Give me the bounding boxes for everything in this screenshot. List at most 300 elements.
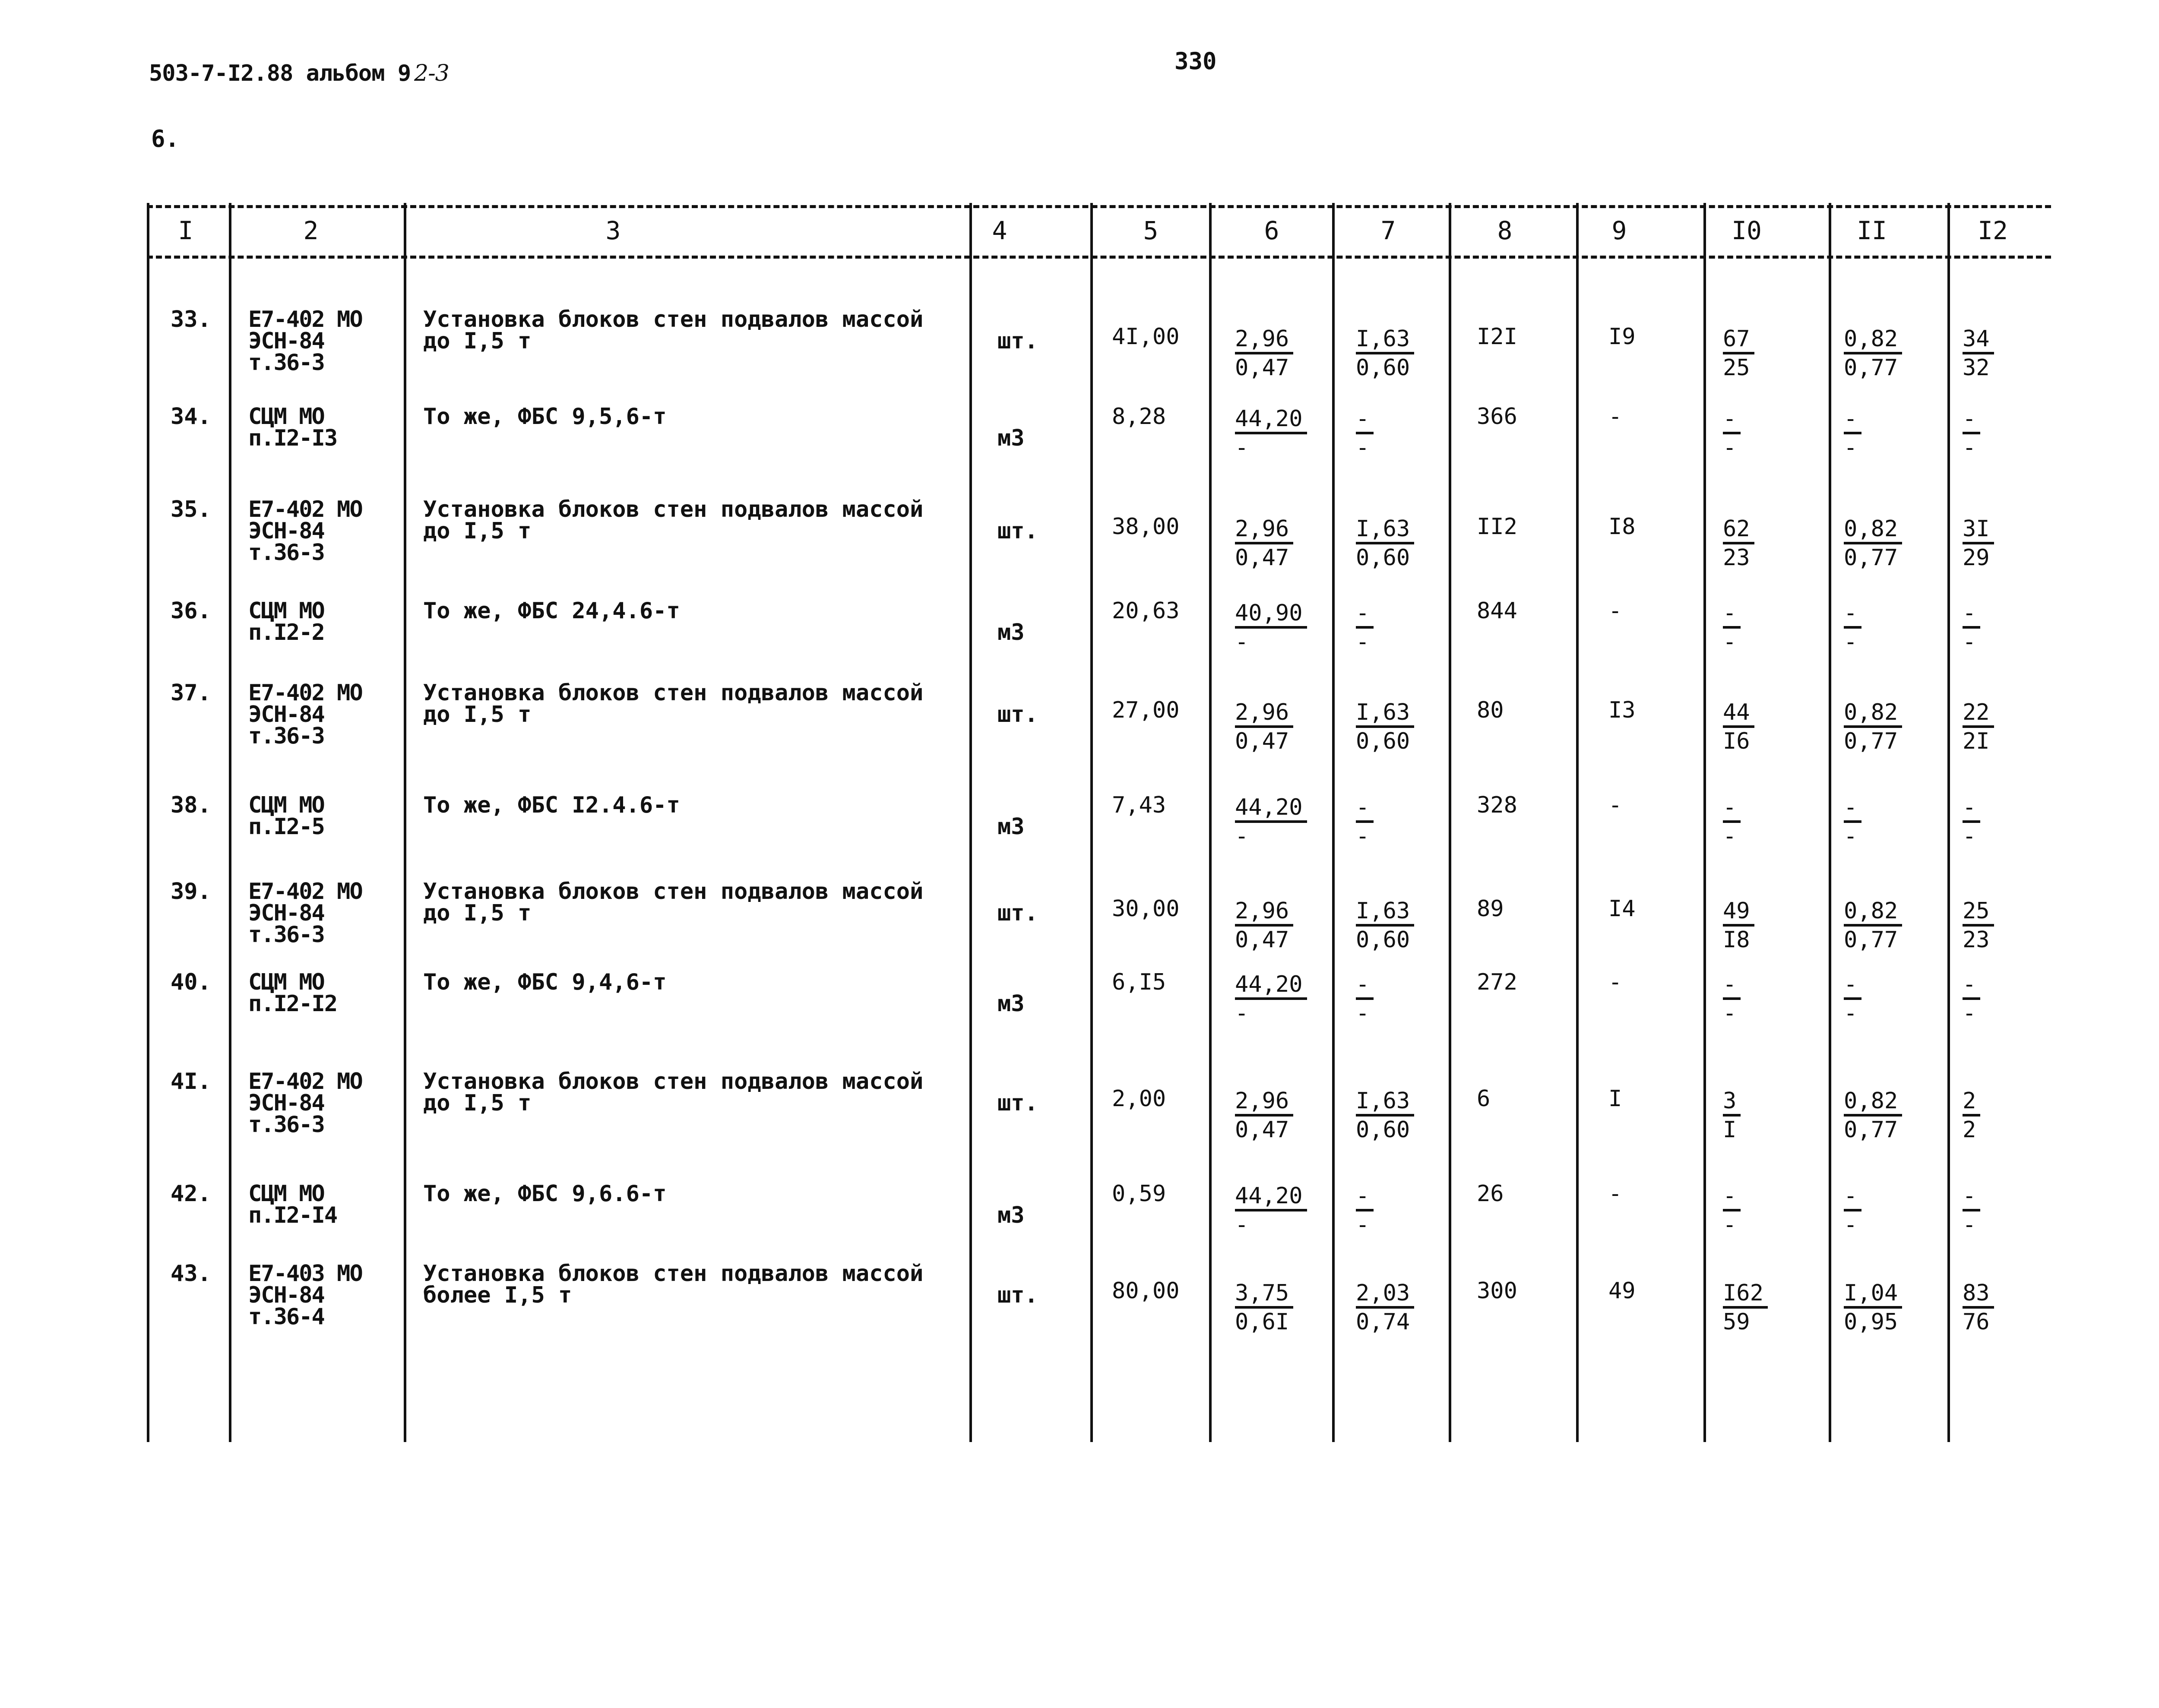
col7-value-numerator: -	[1356, 407, 1374, 434]
col10-value-numerator: 49	[1723, 899, 1754, 927]
col10-value	[1723, 794, 1814, 850]
col9-value: -	[1608, 598, 1622, 624]
row-number: 42.	[171, 1181, 211, 1207]
col8-value: 26	[1477, 1181, 1504, 1207]
col11-value-denominator: 0,77	[1844, 728, 1898, 754]
col12-value-numerator: 2	[1963, 1089, 1980, 1117]
col12-value-numerator: 25	[1963, 899, 1994, 927]
norm-code	[248, 406, 337, 449]
col6-value	[1235, 1088, 1326, 1143]
col12-value	[1963, 1183, 2053, 1238]
col6-value-denominator: 0,6I	[1235, 1309, 1289, 1335]
col10-value-numerator: -	[1723, 795, 1741, 823]
col12-value	[1963, 1088, 2053, 1143]
col12-value-numerator: 22	[1963, 700, 1994, 728]
col11-value-denominator: -	[1844, 629, 1858, 655]
col7-value-numerator: I,63	[1356, 517, 1414, 544]
unit: м3	[997, 425, 1025, 451]
row-number: 35.	[171, 497, 211, 522]
col12-value	[1963, 971, 2053, 1027]
col6-value-denominator: 0,47	[1235, 728, 1289, 754]
column-header: 5	[1143, 216, 1159, 245]
col12-value	[1963, 794, 2053, 850]
unit: шт.	[997, 328, 1038, 354]
col11-value-denominator: 0,77	[1844, 1117, 1898, 1143]
col6-value-denominator: -	[1235, 1212, 1249, 1238]
col8-value: 6	[1477, 1086, 1491, 1112]
norm-code-line: ЭСН-84	[248, 900, 324, 926]
quantity: 8,28	[1112, 404, 1166, 430]
column-header: 7	[1380, 216, 1396, 245]
col8-value: 89	[1477, 896, 1504, 922]
quantity: 6,I5	[1112, 969, 1166, 995]
work-description: То же, ФБС 9,6.6-т	[423, 1181, 667, 1207]
norm-code-line: СЦМ МО	[248, 792, 324, 818]
unit: шт.	[997, 702, 1038, 727]
col10-value-denominator: -	[1723, 435, 1737, 461]
row-number: 43.	[171, 1261, 211, 1287]
col6-value	[1235, 600, 1326, 655]
column-line	[1449, 203, 1451, 1442]
col7-value-denominator: 0,60	[1356, 728, 1410, 754]
norm-code	[248, 497, 362, 566]
col6-value	[1235, 699, 1326, 755]
col6-value-numerator: 44,20	[1235, 407, 1307, 434]
col10-value-denominator: 59	[1723, 1309, 1750, 1335]
col6-value-denominator: 0,47	[1235, 355, 1289, 381]
col10-value	[1723, 1183, 1814, 1238]
col7-value	[1356, 600, 1447, 655]
col6-value-numerator: 44,20	[1235, 795, 1307, 823]
col7-value-denominator: 0,60	[1356, 927, 1410, 953]
column-line	[969, 203, 972, 1442]
column-line	[1090, 203, 1093, 1442]
col11-value-numerator: 0,82	[1844, 1089, 1902, 1117]
row-number: 33.	[171, 307, 211, 332]
column-line	[147, 203, 149, 1442]
col12-value-numerator: -	[1963, 795, 1980, 823]
col7-value-denominator: 0,60	[1356, 545, 1410, 571]
unit: м3	[997, 1202, 1025, 1228]
norm-code-line: т.36-3	[248, 1112, 324, 1138]
col11-value-denominator: -	[1844, 823, 1858, 849]
col6-value-denominator: 0,47	[1235, 545, 1289, 571]
page-number: 330	[1174, 47, 1217, 75]
col8-value: 328	[1477, 792, 1517, 818]
col11-value-numerator: I,04	[1844, 1281, 1902, 1309]
column-header: 2	[303, 216, 319, 245]
col9-value: 49	[1608, 1278, 1636, 1304]
col10-value-denominator: I	[1723, 1117, 1737, 1143]
col6-value-numerator: 40,90	[1235, 601, 1307, 629]
col6-value-denominator: -	[1235, 629, 1249, 655]
norm-code-line: п.I2-I2	[248, 991, 337, 1017]
column-line	[1332, 203, 1335, 1442]
col8-value: 844	[1477, 598, 1517, 624]
norm-code	[248, 1263, 362, 1328]
column-header: 8	[1497, 216, 1513, 245]
sheet-number: 6.	[151, 125, 180, 152]
col11-value-numerator: 0,82	[1844, 899, 1902, 927]
norm-code	[248, 794, 324, 838]
col11-value-numerator: 0,82	[1844, 700, 1902, 728]
col12-value	[1963, 699, 2053, 755]
col7-value-denominator: 0,60	[1356, 355, 1410, 381]
col6-value-numerator: 3,75	[1235, 1281, 1293, 1309]
col9-value: I9	[1608, 324, 1636, 350]
quantity: 27,00	[1112, 697, 1180, 723]
column-line	[229, 203, 231, 1442]
norm-code	[248, 881, 362, 946]
col6-value-numerator: 44,20	[1235, 1184, 1307, 1211]
col12-value-denominator: -	[1963, 823, 1976, 849]
work-description: Установка блоков стен подвалов массой до I,5 т	[423, 307, 924, 354]
column-header: I2	[1978, 216, 2008, 245]
col12-value-denominator: 32	[1963, 355, 1990, 381]
col11-value	[1844, 794, 1934, 850]
col9-value: I4	[1608, 896, 1636, 922]
col7-value-numerator: -	[1356, 795, 1374, 823]
work-description: Установка блоков стен подвалов массой до I,5 т	[423, 879, 924, 926]
col10-value	[1723, 516, 1814, 571]
unit: м3	[997, 991, 1025, 1017]
col7-value	[1356, 699, 1447, 755]
col10-value-denominator: 25	[1723, 355, 1750, 381]
col12-value-numerator: -	[1963, 1184, 1980, 1211]
unit: шт.	[997, 1282, 1038, 1308]
norm-code-line: СЦМ МО	[248, 1181, 324, 1207]
norm-code-line: п.I2-I4	[248, 1202, 337, 1228]
col7-value-numerator: -	[1356, 972, 1374, 1000]
column-header: 9	[1611, 216, 1627, 245]
handwritten-note: 2-3	[414, 60, 449, 86]
norm-code	[248, 600, 324, 643]
row-number: 37.	[171, 680, 211, 706]
column-line	[1947, 203, 1950, 1442]
col7-value-denominator: -	[1356, 629, 1370, 655]
col7-value	[1356, 971, 1447, 1027]
column-header: 4	[992, 216, 1007, 245]
col11-value-numerator: -	[1844, 795, 1861, 823]
row-number: 38.	[171, 792, 211, 818]
unit: м3	[997, 814, 1025, 840]
norm-code	[248, 1183, 337, 1226]
col12-value-numerator: 3I	[1963, 517, 1994, 544]
col12-value-numerator: 83	[1963, 1281, 1994, 1309]
col7-value-denominator: 0,74	[1356, 1309, 1410, 1335]
norm-code-line: ЭСН-84	[248, 1090, 324, 1116]
col10-value-numerator: -	[1723, 601, 1741, 629]
col11-value-denominator: -	[1844, 435, 1858, 461]
col7-value	[1356, 406, 1447, 461]
col12-value	[1963, 1280, 2053, 1335]
col12-value-numerator: -	[1963, 407, 1980, 434]
col11-value-denominator: 0,77	[1844, 545, 1898, 571]
col7-value-numerator: -	[1356, 1184, 1374, 1211]
col12-value-denominator: 76	[1963, 1309, 1990, 1335]
document-code-text: 503-7-I2.88 альбом 9	[149, 60, 411, 86]
col10-value-numerator: 62	[1723, 517, 1754, 544]
norm-code-line: ЭСН-84	[248, 328, 324, 354]
col10-value-numerator: I62	[1723, 1281, 1768, 1309]
norm-code-line: п.I2-2	[248, 620, 324, 645]
quantity: 2,00	[1112, 1086, 1166, 1112]
col10-value-denominator: -	[1723, 1212, 1737, 1238]
norm-code-line: ЭСН-84	[248, 1282, 324, 1308]
col7-value	[1356, 898, 1447, 953]
norm-code-line: т.36-3	[248, 922, 324, 948]
col6-value	[1235, 794, 1326, 850]
column-line	[1829, 203, 1831, 1442]
work-description: Установка блоков стен подвалов массой до I,5 т	[423, 680, 924, 727]
col11-value-numerator: -	[1844, 1184, 1861, 1211]
quantity: 0,59	[1112, 1181, 1166, 1207]
norm-code-line: СЦМ МО	[248, 969, 324, 995]
col6-value	[1235, 898, 1326, 953]
col10-value-numerator: -	[1723, 407, 1741, 434]
row-number: 36.	[171, 598, 211, 624]
col10-value-denominator: I6	[1723, 728, 1750, 754]
col6-value	[1235, 1183, 1326, 1238]
norm-code-line: Е7-403 МО	[248, 1261, 362, 1287]
row-number: 39.	[171, 879, 211, 905]
col7-value-denominator: 0,60	[1356, 1117, 1410, 1143]
norm-code	[248, 971, 337, 1015]
norm-code-line: т.36-3	[248, 350, 324, 376]
col6-value-numerator: 2,96	[1235, 327, 1293, 354]
column-line	[1576, 203, 1579, 1442]
col6-value-denominator: 0,47	[1235, 1117, 1289, 1143]
col9-value: -	[1608, 404, 1622, 430]
col7-value-numerator: 2,03	[1356, 1281, 1414, 1309]
norm-code-line: Е7-402 МО	[248, 307, 362, 332]
quantity: 38,00	[1112, 514, 1180, 540]
col11-value	[1844, 1088, 1934, 1143]
col9-value: I8	[1608, 514, 1636, 540]
col9-value: I3	[1608, 697, 1636, 723]
col11-value-denominator: -	[1844, 1000, 1858, 1026]
col7-value	[1356, 1088, 1447, 1143]
norm-code-line: СЦМ МО	[248, 598, 324, 624]
norm-code-line: Е7-402 МО	[248, 879, 362, 905]
col10-value	[1723, 600, 1814, 655]
quantity: 20,63	[1112, 598, 1180, 624]
col12-value	[1963, 326, 2053, 381]
col10-value-numerator: 44	[1723, 700, 1754, 728]
column-header: 6	[1264, 216, 1279, 245]
col11-value	[1844, 406, 1934, 461]
col10-value-numerator: 67	[1723, 327, 1754, 354]
col12-value-denominator: -	[1963, 1000, 1976, 1026]
col12-value-denominator: 2I	[1963, 728, 1990, 754]
column-header: II	[1857, 216, 1887, 245]
col7-value-numerator: I,63	[1356, 1089, 1414, 1117]
col11-value-numerator: 0,82	[1844, 327, 1902, 354]
col7-value-numerator: I,63	[1356, 700, 1414, 728]
col9-value: -	[1608, 969, 1622, 995]
col6-value-denominator: -	[1235, 1000, 1249, 1026]
col7-value	[1356, 326, 1447, 381]
col7-value-denominator: -	[1356, 823, 1370, 849]
col6-value-numerator: 2,96	[1235, 517, 1293, 544]
col6-value	[1235, 326, 1326, 381]
unit: шт.	[997, 900, 1038, 926]
col11-value	[1844, 516, 1934, 571]
col11-value-denominator: 0,95	[1844, 1309, 1898, 1335]
column-line	[404, 203, 406, 1442]
col12-value	[1963, 600, 2053, 655]
col8-value: 366	[1477, 404, 1517, 430]
quantity: 30,00	[1112, 896, 1180, 922]
col11-value	[1844, 699, 1934, 755]
norm-code-line: т.36-3	[248, 723, 324, 749]
work-description: То же, ФБС 9,4,6-т	[423, 969, 667, 995]
norm-code-line: т.36-3	[248, 540, 324, 566]
col8-value: 80	[1477, 697, 1504, 723]
col10-value	[1723, 406, 1814, 461]
col7-value	[1356, 1183, 1447, 1238]
col7-value-denominator: -	[1356, 1000, 1370, 1026]
col12-value	[1963, 516, 2053, 571]
norm-code-line: СЦМ МО	[248, 404, 324, 430]
col7-value	[1356, 794, 1447, 850]
col12-value-denominator: -	[1963, 1212, 1976, 1238]
norm-code	[248, 682, 362, 747]
work-description: То же, ФБС 24,4.6-т	[423, 598, 680, 624]
col6-value-numerator: 2,96	[1235, 1089, 1293, 1117]
table-header-border	[147, 256, 2051, 259]
col11-value-denominator: 0,77	[1844, 927, 1898, 953]
col10-value	[1723, 898, 1814, 953]
col11-value-numerator: -	[1844, 972, 1861, 1000]
col9-value: -	[1608, 1181, 1622, 1207]
col11-value-denominator: 0,77	[1844, 355, 1898, 381]
col10-value-numerator: 3	[1723, 1089, 1741, 1117]
col11-value	[1844, 326, 1934, 381]
quantity: 80,00	[1112, 1278, 1180, 1304]
col7-value-numerator: I,63	[1356, 899, 1414, 927]
column-header: I	[178, 216, 193, 245]
col11-value-denominator: -	[1844, 1212, 1858, 1238]
col6-value	[1235, 406, 1326, 461]
col8-value: 272	[1477, 969, 1517, 995]
work-description: Установка блоков стен подвалов массой более I,5 т	[423, 1261, 924, 1308]
work-description: То же, ФБС 9,5,6-т	[423, 404, 667, 430]
norm-code-line: Е7-402 МО	[248, 1069, 362, 1094]
norm-code-line: ЭСН-84	[248, 702, 324, 727]
col11-value	[1844, 1280, 1934, 1335]
col6-value-denominator: -	[1235, 435, 1249, 461]
work-description: Установка блоков стен подвалов массой до I,5 т	[423, 497, 924, 544]
norm-code-line: т.36-4	[248, 1304, 324, 1330]
col10-value-denominator: 23	[1723, 545, 1750, 571]
table-top-border	[147, 205, 2051, 208]
col10-value-denominator: -	[1723, 629, 1737, 655]
col11-value-numerator: -	[1844, 407, 1861, 434]
col12-value	[1963, 898, 2053, 953]
col12-value-denominator: 2	[1963, 1117, 1976, 1143]
quantity: 4I,00	[1112, 324, 1180, 350]
work-description: Установка блоков стен подвалов массой до I,5 т	[423, 1069, 924, 1116]
col7-value	[1356, 516, 1447, 571]
document-code	[149, 60, 449, 86]
col12-value-denominator: 29	[1963, 545, 1990, 571]
col10-value-denominator: -	[1723, 823, 1737, 849]
norm-code	[248, 1071, 362, 1136]
norm-code	[248, 307, 362, 376]
col6-value-denominator: 0,47	[1235, 927, 1289, 953]
col11-value-numerator: -	[1844, 601, 1861, 629]
col11-value	[1844, 1183, 1934, 1238]
row-number: 4I.	[171, 1069, 211, 1094]
col12-value-numerator: -	[1963, 972, 1980, 1000]
row-number: 40.	[171, 969, 211, 995]
col7-value-numerator: I,63	[1356, 327, 1414, 354]
column-header: I0	[1732, 216, 1762, 245]
col11-value	[1844, 600, 1934, 655]
col6-value-numerator: 2,96	[1235, 899, 1293, 927]
col12-value-numerator: 34	[1963, 327, 1994, 354]
col6-value	[1235, 516, 1326, 571]
col12-value-denominator: -	[1963, 629, 1976, 655]
column-line	[1703, 203, 1706, 1442]
col10-value	[1723, 1280, 1814, 1335]
col12-value	[1963, 406, 2053, 461]
col11-value-numerator: 0,82	[1844, 517, 1902, 544]
col10-value	[1723, 326, 1814, 381]
norm-code-line: Е7-402 МО	[248, 680, 362, 706]
norm-code-line: ЭСН-84	[248, 518, 324, 544]
col12-value-denominator: 23	[1963, 927, 1990, 953]
norm-code-line: п.I2-5	[248, 814, 324, 840]
col7-value-denominator: -	[1356, 435, 1370, 461]
column-line	[1209, 203, 1212, 1442]
col10-value-numerator: -	[1723, 1184, 1741, 1211]
col10-value-denominator: -	[1723, 1000, 1737, 1026]
col9-value: I	[1608, 1086, 1622, 1112]
col6-value	[1235, 1280, 1326, 1335]
unit: шт.	[997, 1090, 1038, 1116]
norm-code-line: Е7-402 МО	[248, 497, 362, 522]
col10-value-denominator: I8	[1723, 927, 1750, 953]
quantity: 7,43	[1112, 792, 1166, 818]
col11-value	[1844, 971, 1934, 1027]
col8-value: I2I	[1477, 324, 1517, 350]
col10-value	[1723, 699, 1814, 755]
col6-value-denominator: -	[1235, 823, 1249, 849]
norm-code-line: п.I2-I3	[248, 425, 337, 451]
col9-value: -	[1608, 792, 1622, 818]
work-description: То же, ФБС I2.4.6-т	[423, 792, 680, 818]
col11-value	[1844, 898, 1934, 953]
col6-value-numerator: 2,96	[1235, 700, 1293, 728]
col7-value-denominator: -	[1356, 1212, 1370, 1238]
col10-value	[1723, 1088, 1814, 1143]
col10-value	[1723, 971, 1814, 1027]
row-number: 34.	[171, 404, 211, 430]
col7-value-numerator: -	[1356, 601, 1374, 629]
unit: шт.	[997, 518, 1038, 544]
col12-value-denominator: -	[1963, 435, 1976, 461]
col8-value: II2	[1477, 514, 1517, 540]
unit: м3	[997, 620, 1025, 645]
column-header: 3	[605, 216, 621, 245]
col8-value: 300	[1477, 1278, 1517, 1304]
col7-value	[1356, 1280, 1447, 1335]
col6-value	[1235, 971, 1326, 1027]
col10-value-numerator: -	[1723, 972, 1741, 1000]
col6-value-numerator: 44,20	[1235, 972, 1307, 1000]
